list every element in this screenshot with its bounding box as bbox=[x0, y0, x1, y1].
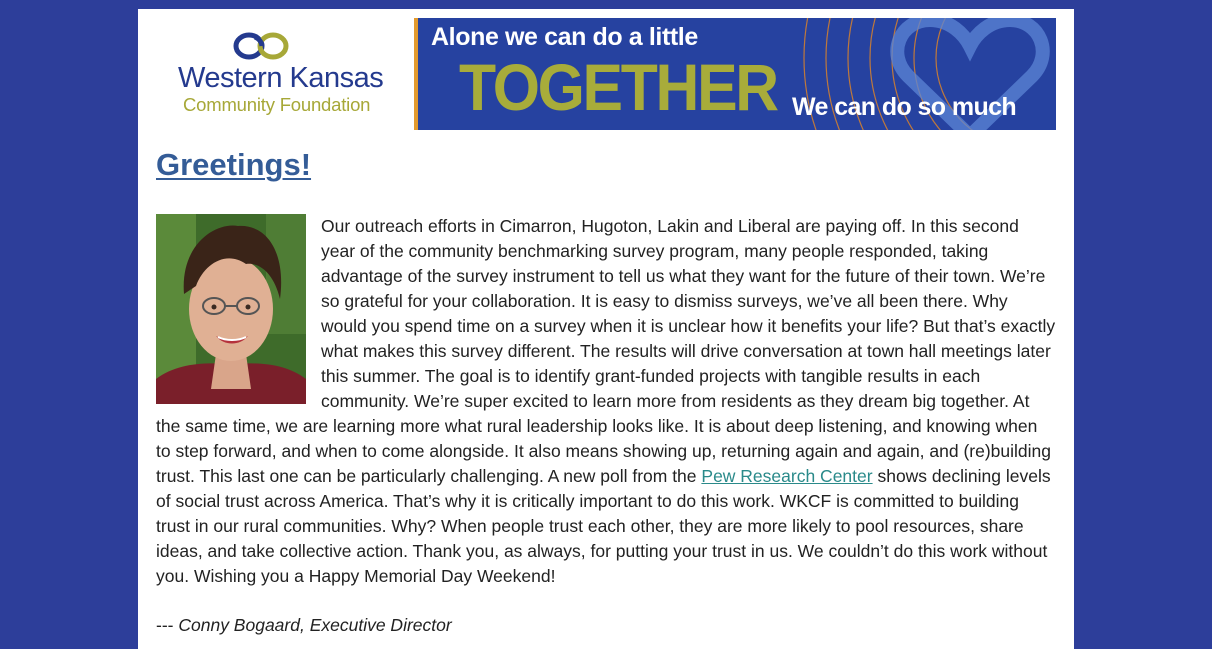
signature bbox=[156, 613, 452, 638]
banner-line-3: We can do so much bbox=[792, 93, 1017, 121]
banner-line-1: Alone we can do a little bbox=[431, 23, 698, 51]
article-body bbox=[156, 214, 1056, 589]
article-text-part-1: Our outreach efforts in Cimarron, Hugoton, Lakin and Liberal are paying off. In this second year of the community benchmarking survey program, many people responded, taking advantage of the survey instrument to tell us what they want for the future of their town. We’re so grateful for your collaboration. It is easy to dismiss surveys, we’ve all been there. Why would you spend time on a survey when it is unclear how it benefits your life? But that’s exactly what makes this survey different. The results will drive conversation at town hall meetings later this summer. The goal is to identify grant-funded projects with tangible results in each community. We’re super excited to learn more from residents as they dream big together. At the same time, we are learning more what rural leadership looks like. It is about deep listening, and knowing when to step forward, and when to come alongside. It also means showing up, returning again and again, and (re)building trust. This last one can be particularly challenging. A new poll from the bbox=[156, 216, 1056, 486]
greeting-heading: Greetings! bbox=[156, 147, 312, 182]
portrait-photo bbox=[156, 214, 306, 404]
wkcf-logo[interactable] bbox=[178, 29, 400, 121]
infinity-rings-icon bbox=[231, 29, 291, 63]
together-banner bbox=[414, 18, 1056, 130]
newsletter-page bbox=[138, 9, 1074, 649]
signature-prefix: --- bbox=[156, 615, 179, 635]
article-text-part-2: shows declining levels of social trust across America. That’s why it is critically important to do this work. WKCF is committed to building trust in our rural communities. Why? When people trust each other, they are more likely to pool resources, share ideas, and take collective action. Thank you, as always, for putting your trust in us. We couldn’t do this work without you. Wishing you a Happy Memorial Day Weekend! bbox=[156, 466, 1051, 586]
banner-line-2: TOGETHER bbox=[459, 50, 777, 124]
signature-name: Conny Bogaard, Executive Director bbox=[178, 615, 452, 635]
logo-name: Western Kansas bbox=[178, 62, 384, 94]
banner-accent-bar bbox=[414, 18, 418, 130]
logo-subtitle: Community Foundation bbox=[183, 94, 371, 115]
pew-research-link[interactable]: Pew Research Center bbox=[701, 466, 873, 486]
portrait-illustration bbox=[156, 214, 306, 404]
